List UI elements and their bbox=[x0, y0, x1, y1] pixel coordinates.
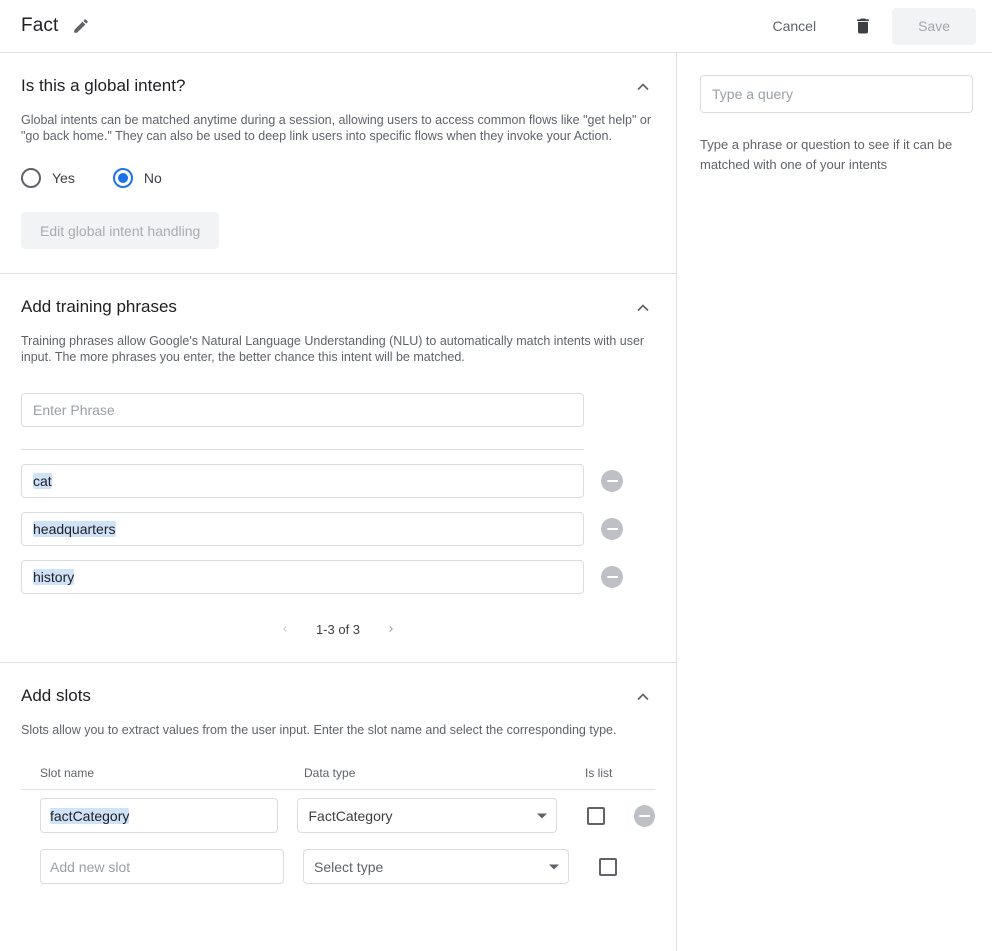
chevron-up-icon[interactable] bbox=[631, 296, 655, 320]
radio-option-no[interactable] bbox=[113, 168, 162, 188]
column-slot-name: Slot name bbox=[40, 766, 95, 780]
top-toolbar bbox=[0, 0, 992, 53]
chevron-up-icon[interactable] bbox=[631, 685, 655, 709]
phrases-pagination bbox=[21, 620, 655, 638]
query-help-text: Type a phrase or question to see if it can be matched with one of your intents bbox=[700, 137, 953, 172]
chevron-up-icon[interactable] bbox=[631, 75, 655, 99]
main-body bbox=[0, 53, 992, 951]
slot-is-list-cell-1 bbox=[557, 807, 633, 825]
table-row bbox=[21, 841, 655, 892]
phrase-input-1[interactable] bbox=[21, 464, 584, 498]
global-intent-section bbox=[0, 53, 676, 274]
column-data-type: Data type bbox=[304, 766, 356, 780]
chevron-right-icon[interactable] bbox=[382, 620, 400, 638]
is-list-checkbox-1[interactable] bbox=[587, 807, 605, 825]
new-phrase-input[interactable] bbox=[21, 393, 584, 427]
remove-circle-icon[interactable] bbox=[601, 566, 623, 588]
phrase-row bbox=[21, 464, 655, 498]
training-phrases-description: Training phrases allow Google's Natural Language Understanding (NLU) to automatically match intents with user input. The more phrases you enter, the better chance this intent will be matched. bbox=[21, 334, 645, 364]
pagination-range: 1-3 of 3 bbox=[315, 621, 361, 637]
chevron-down-icon bbox=[549, 864, 559, 869]
cancel-button[interactable]: Cancel bbox=[758, 10, 830, 42]
training-phrases-section bbox=[0, 274, 676, 663]
training-phrases-title: Add training phrases bbox=[21, 297, 177, 316]
page-title: Fact bbox=[21, 15, 59, 36]
column-is-list: Is list bbox=[585, 766, 613, 780]
slots-title: Add slots bbox=[21, 686, 91, 705]
remove-circle-icon[interactable] bbox=[634, 805, 655, 827]
slot-type-value-2: Select type bbox=[314, 858, 384, 875]
is-list-checkbox-2[interactable] bbox=[599, 858, 617, 876]
slot-name-value-1: factCategory bbox=[50, 807, 130, 824]
slot-type-value-1: FactCategory bbox=[308, 807, 393, 824]
global-intent-description: Global intents can be matched anytime during a session, allowing users to access common flows like "get help" or "go back home." They can also be used to deep link users into specific flows when they invoke your Action. bbox=[21, 113, 652, 143]
remove-circle-icon[interactable] bbox=[601, 518, 623, 540]
global-intent-title: Is this a global intent? bbox=[21, 76, 186, 95]
slots-section bbox=[0, 663, 676, 916]
radio-option-yes[interactable] bbox=[21, 168, 75, 188]
global-intent-header bbox=[21, 75, 655, 99]
slots-header bbox=[21, 685, 655, 709]
phrase-value-2: headquarters bbox=[33, 521, 116, 537]
radio-no-icon bbox=[113, 168, 133, 188]
save-button[interactable]: Save bbox=[892, 8, 976, 45]
radio-no-label: No bbox=[143, 170, 162, 186]
slots-table-header bbox=[21, 766, 655, 790]
phrase-row bbox=[21, 560, 655, 594]
new-phrase-row bbox=[21, 393, 655, 427]
chevron-down-icon bbox=[537, 813, 547, 818]
radio-yes-icon bbox=[21, 168, 41, 188]
global-intent-radio-group bbox=[21, 168, 655, 188]
phrase-value-3: history bbox=[33, 569, 75, 585]
query-input[interactable] bbox=[700, 75, 973, 113]
training-phrases-header bbox=[21, 296, 655, 320]
phrase-input-2[interactable] bbox=[21, 512, 584, 546]
phrase-row bbox=[21, 512, 655, 546]
pencil-icon[interactable] bbox=[70, 15, 92, 37]
slot-name-input-1[interactable] bbox=[40, 798, 278, 833]
phrase-input-3[interactable] bbox=[21, 560, 584, 594]
editor-column bbox=[0, 53, 677, 951]
phrase-value-1: cat bbox=[33, 473, 52, 489]
slots-description: Slots allow you to extract values from the user input. Enter the slot name and select the corresponding type. bbox=[21, 723, 617, 737]
chevron-left-icon[interactable] bbox=[276, 620, 294, 638]
slot-type-select-1[interactable] bbox=[297, 798, 557, 833]
phrases-divider bbox=[21, 449, 584, 450]
edit-global-intent-handling-button[interactable]: Edit global intent handling bbox=[21, 212, 219, 249]
trash-icon[interactable] bbox=[844, 7, 882, 45]
slot-is-list-cell-2 bbox=[569, 858, 647, 876]
slot-type-select-2[interactable] bbox=[303, 849, 569, 884]
remove-circle-icon[interactable] bbox=[601, 470, 623, 492]
test-panel bbox=[677, 53, 992, 951]
radio-yes-label: Yes bbox=[52, 170, 75, 186]
table-row bbox=[21, 790, 655, 841]
slot-name-input-2[interactable] bbox=[40, 849, 284, 884]
